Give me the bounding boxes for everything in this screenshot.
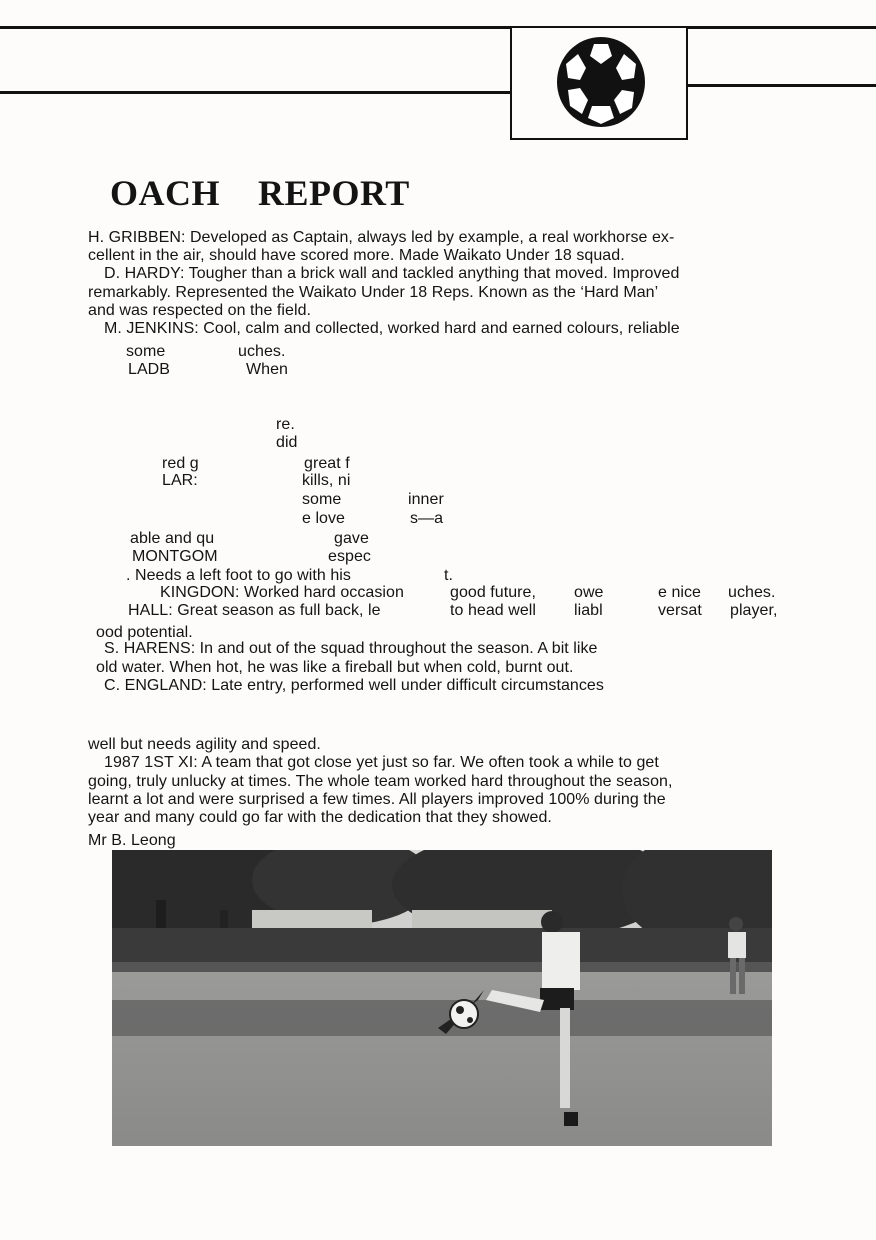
kingdon-fragment: uches. xyxy=(728,584,776,601)
first-xi-line-3: learnt a lot and were surprised a few times. All players improved 100% during the xyxy=(88,791,666,808)
fragment-text: s—a xyxy=(410,510,444,527)
top-rule-upper xyxy=(0,26,876,29)
england-line-1: C. ENGLAND: Late entry, performed well under difficult circumstances xyxy=(104,677,604,694)
hall-fragment: to head well xyxy=(450,602,536,619)
first-xi-line-1: 1987 1ST XI: A team that got close yet just so far. We often took a while to get xyxy=(104,754,659,771)
kingdon-fragment: KINGDON: Worked hard occasion xyxy=(160,584,404,601)
fragment-text: uches. xyxy=(238,343,286,360)
fragment-text: LADB xyxy=(128,361,170,378)
first-xi-line-2: going, truly unlucky at times. The whole team worked hard throughout the season, xyxy=(88,773,673,790)
fragment-text: When xyxy=(246,361,288,378)
kingdon-fragment: e nice xyxy=(658,584,701,601)
hardy-line-2: remarkably. Represented the Waikato Under 18 Reps. Known as the ‘Hard Man’ xyxy=(88,284,659,301)
fragment-text: red g xyxy=(162,455,199,472)
soccer-practice-photo xyxy=(112,850,772,1146)
hall-fragment: liabl xyxy=(574,602,603,619)
left-foot-line: . Needs a left foot to go with his xyxy=(126,567,351,584)
hardy-line-3: and was respected on the field. xyxy=(88,302,312,319)
fragment-text: some xyxy=(302,491,342,508)
fragment-text: t. xyxy=(444,567,453,584)
signature: Mr B. Leong xyxy=(88,832,176,849)
fragment-text: some xyxy=(126,343,166,360)
top-rule-lower-left xyxy=(0,91,512,94)
jenkins-line-1: M. JENKINS: Cool, calm and collected, worked hard and earned colours, reliable xyxy=(104,320,680,337)
harens-line-1: S. HARENS: In and out of the squad throughout the season. A bit like xyxy=(104,640,598,657)
hall-fragment: versat xyxy=(658,602,702,619)
soccer-ball-icon xyxy=(556,34,646,130)
fragment-text: did xyxy=(276,434,298,451)
top-rule-lower-right xyxy=(688,84,876,87)
fragment-text: kills, ni xyxy=(302,472,351,489)
fragment-text: able and qu xyxy=(130,530,215,547)
harens-line-2: old water. When hot, he was like a fireball but when cold, burnt out. xyxy=(96,659,574,676)
fragment-text: gave xyxy=(334,530,369,547)
page-title: OACH REPORT xyxy=(110,173,410,213)
kingdon-fragment: owe xyxy=(574,584,604,601)
fragment-text: espec xyxy=(328,548,371,565)
fragment-text: e love xyxy=(302,510,345,527)
fragment-text: great f xyxy=(304,455,350,472)
hall-fragment: player, xyxy=(730,602,778,619)
fragment-text: MONTGOM xyxy=(132,548,218,565)
hall-fragment: HALL: Great season as full back, le xyxy=(128,602,381,619)
gribben-line-1: H. GRIBBEN: Developed as Captain, always led by example, a real workhorse ex- xyxy=(88,229,675,246)
kingdon-fragment: good future, xyxy=(450,584,536,601)
fragment-text: LAR: xyxy=(162,472,198,489)
first-xi-line-4: year and many could go far with the dedication that they showed. xyxy=(88,809,552,826)
hardy-line-1: D. HARDY: Tougher than a brick wall and tackled anything that moved. Improved xyxy=(104,265,680,282)
fragment-text: inner xyxy=(408,491,444,508)
potential-line: ood potential. xyxy=(96,624,193,641)
soccer-logo-box xyxy=(510,26,688,140)
gribben-line-2: cellent in the air, should have scored more. Made Waikato Under 18 squad. xyxy=(88,247,625,264)
fragment-text: re. xyxy=(276,416,295,433)
agility-line: well but needs agility and speed. xyxy=(88,736,321,753)
